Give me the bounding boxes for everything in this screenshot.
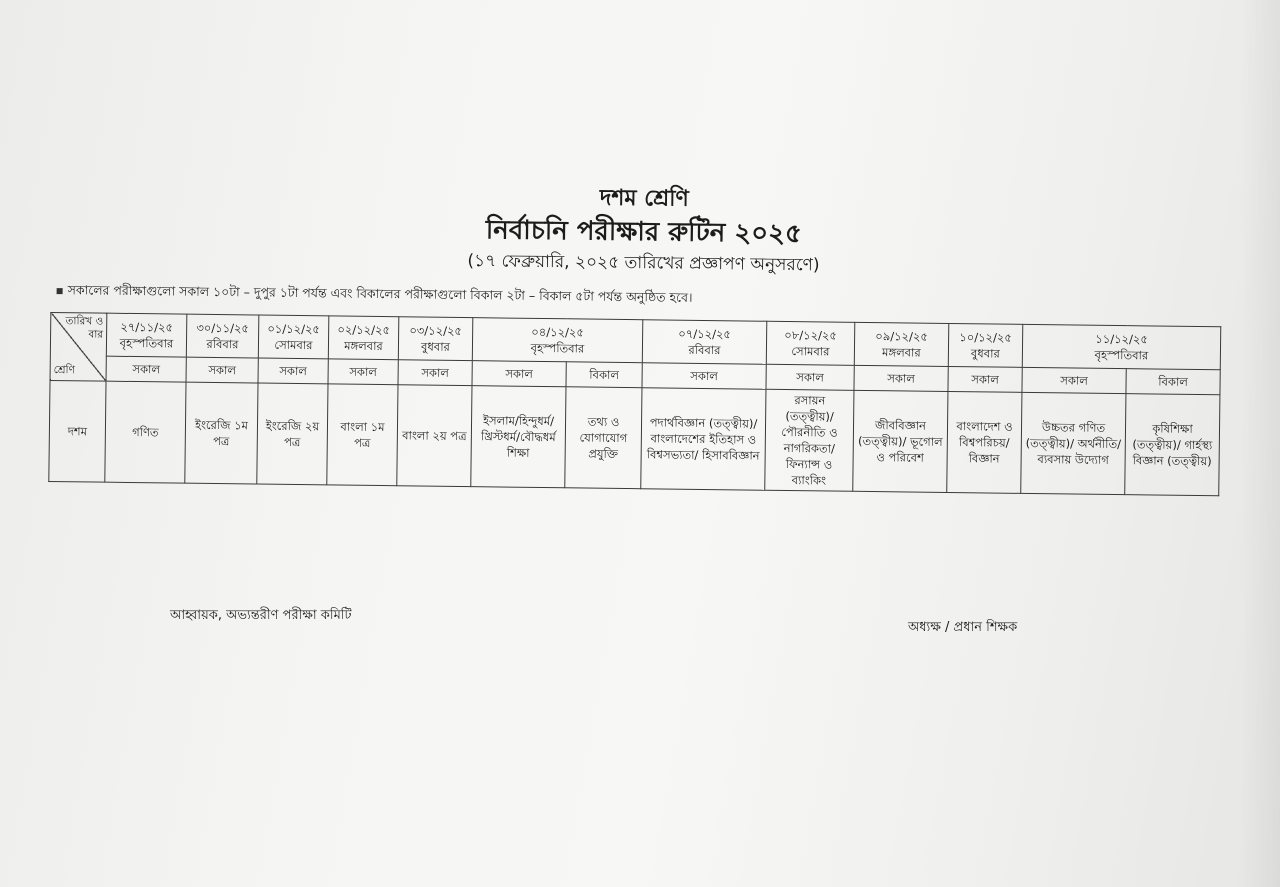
- subject-cell: গণিত: [105, 381, 186, 483]
- date-cell: ২৭/১১/২৫ বৃহস্পতিবার: [106, 313, 187, 357]
- date-cell: ০২/১২/২৫ মঙ্গলবার: [328, 316, 399, 360]
- date-cell: ০৭/১২/২৫ রবিবার: [642, 320, 767, 365]
- principal-signature-label: অধ্যক্ষ / প্রধান শিক্ষক: [908, 620, 1018, 635]
- date-cell: ০৩/১২/২৫ বুধবার: [398, 317, 473, 361]
- document-heading: [61, 178, 1227, 282]
- shift-cell: সকাল: [1022, 367, 1126, 393]
- shift-cell: সকাল: [258, 358, 328, 384]
- shift-cell: সকাল: [106, 356, 186, 382]
- shift-cell: বিকাল: [1126, 369, 1220, 395]
- subject-cell: বাংলাদেশ ও বিশ্বপরিচয়/ বিজ্ঞান: [947, 391, 1022, 493]
- timing-note-text: সকালের পরীক্ষাগুলো সকাল ১০টা – দুপুর ১টা পর্যন্ত এবং বিকালের পরীক্ষাগুলো বিকাল ২টা – বিকাল ৫টা পর্যন্ত অনুষ্ঠিত হবে।: [67, 282, 693, 305]
- paper-shadow: [1240, 0, 1280, 887]
- date-cell: ০৪/১২/২৫ বৃহস্পতিবার: [472, 318, 643, 363]
- corner-class-label: শ্রেণি: [53, 364, 75, 377]
- subject-cell: উচ্চতর গণিত (তত্ত্বীয়)/ অর্থনীতি/ ব্যবসায় উদ্যোগ: [1021, 392, 1126, 494]
- shift-cell: সকাল: [472, 361, 566, 387]
- subject-cell: ইংরেজি ১ম পত্র: [185, 382, 258, 484]
- subject-cell: তথ্য ও যোগাযোগ প্রযুক্তি: [565, 387, 642, 489]
- timing-note: [56, 282, 1225, 316]
- shift-cell: সকাল: [948, 366, 1022, 392]
- subject-cell: ইসলাম/হিন্দুধর্ম/খ্রিস্টধর্ম/বৌদ্ধধর্ম শিক্ষা: [471, 386, 566, 488]
- shift-cell: সকাল: [398, 360, 472, 386]
- date-cell: ০৮/১২/২৫ সোমবার: [766, 321, 855, 365]
- exam-subtitle: (১৭ ফেব্রুয়ারি, ২০২৫ তারিখের প্রজ্ঞাপণ অনুসরণে): [467, 251, 820, 276]
- shift-cell: সকাল: [186, 357, 258, 383]
- date-cell: ০১/১২/২৫ সোমবার: [258, 315, 329, 359]
- subject-row: [49, 380, 1220, 495]
- class-title: দশম শ্রেণি: [599, 185, 689, 212]
- class-name-cell: দশম: [49, 380, 106, 482]
- date-cell: ৩০/১১/২৫ রবিবার: [186, 314, 259, 358]
- subject-cell: পদার্থবিজ্ঞান (তত্ত্বীয়)/ বাংলাদেশের ইতিহাস ও বিশ্বসভ্যতা/ হিসাববিজ্ঞান: [641, 388, 766, 491]
- corner-cell: [50, 312, 107, 381]
- shift-cell: সকাল: [854, 365, 948, 391]
- date-cell: ১১/১২/২৫ বৃহস্পতিবার: [1022, 324, 1221, 369]
- exam-routine-table: [48, 312, 1221, 496]
- subject-cell: বাংলা ২য় পত্র: [397, 385, 472, 487]
- subject-cell: কৃষিশিক্ষা (তত্ত্বীয়)/ গার্হস্থ্য বিজ্ঞান (তত্ত্বীয়): [1125, 394, 1220, 496]
- subject-cell: ইংরেজি ২য় পত্র: [257, 383, 328, 485]
- shift-cell: বিকাল: [566, 362, 642, 388]
- shift-cell: সকাল: [328, 359, 398, 385]
- date-cell: ০৯/১২/২৫ মঙ্গলবার: [854, 322, 949, 366]
- shift-cell: সকাল: [766, 364, 854, 390]
- corner-date-label: তারিখ ও বার: [65, 315, 104, 341]
- subject-cell: জীববিজ্ঞান (তত্ত্বীয়)/ ভূগোল ও পরিবেশ: [853, 390, 948, 492]
- shift-cell: সকাল: [642, 363, 766, 390]
- routine-document: [48, 178, 1227, 496]
- bullet-icon: [57, 288, 63, 294]
- subject-cell: রসায়ন (তত্ত্বীয়)/ পৌরনীতি ও নাগরিকতা/ ফিন্যান্স ও ব্যাংকিং: [765, 389, 854, 491]
- convener-signature-label: আহ্বায়ক, অভ্যন্তরীণ পরীক্ষা কমিটি: [170, 608, 352, 623]
- date-cell: ১০/১২/২৫ বুধবার: [948, 323, 1023, 367]
- exam-title: নির্বাচনি পরীক্ষার রুটিন ২০২৫: [485, 215, 803, 250]
- subject-cell: বাংলা ১ম পত্র: [327, 384, 398, 486]
